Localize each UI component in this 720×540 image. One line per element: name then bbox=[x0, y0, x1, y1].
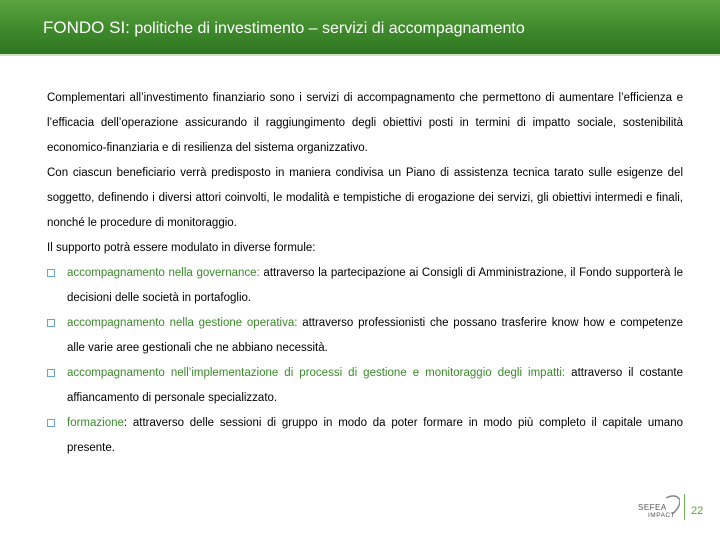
slide-body bbox=[47, 86, 683, 461]
checkbox-bullet-icon bbox=[47, 269, 55, 277]
checkbox-bullet-icon bbox=[47, 319, 55, 327]
checkbox-bullet-icon bbox=[47, 419, 55, 427]
slide-title bbox=[43, 18, 525, 38]
footer-divider bbox=[684, 494, 685, 520]
logo-text-sefea: SEFEA bbox=[638, 503, 667, 512]
logo-text-impact: IMPACT bbox=[648, 512, 676, 519]
bullet-highlight: accompagnamento nella gestione operativa: bbox=[67, 317, 298, 329]
bullet-item-governance bbox=[47, 261, 683, 311]
page-number: 22 bbox=[691, 505, 704, 517]
paragraph-formule: Il supporto potrà essere modulato in diverse formule: bbox=[47, 242, 316, 254]
checkbox-bullet-icon bbox=[47, 369, 55, 377]
bullet-item-monitoraggio bbox=[47, 361, 683, 411]
paragraph-plan: Con ciascun beneficiario verrà predisposto in maniera condivisa un Piano di assistenza tecnica tarato sulle esigenze del soggetto, definendo i diversi attori coinvolti, le modalità e tempistiche di erogazione dei servizi, gli obiettivi intermedi e finali, nonché le procedure di monitoraggio. bbox=[47, 167, 683, 229]
bullet-highlight: accompagnamento nell’implementazione di processi di gestione e monitoraggio degli impatti: bbox=[67, 367, 566, 379]
bullet-text: attraverso la partecipazione ai Consigli di Amministrazione, il Fondo supporterà le decisioni delle società in portafoglio. bbox=[67, 267, 684, 304]
bullet-item-formazione bbox=[47, 411, 683, 461]
slide-header bbox=[0, 0, 720, 56]
bullet-highlight: formazione bbox=[67, 417, 124, 429]
slide-title-lead: FONDO SI: bbox=[43, 18, 130, 37]
bullet-list bbox=[47, 261, 683, 461]
bullet-item-gestione-operativa bbox=[47, 311, 683, 361]
paragraph-intro: Complementari all’investimento finanziario sono i servizi di accompagnamento che permettono di aumentare l’efficienza e l’efficacia dell’operazione assicurando il raggiungimento degli obiettivi posti in termini di impatto sociale, sostenibilità economico-finanziaria e di resilienza del sistema organizzativo. bbox=[47, 92, 683, 154]
bullet-text: attraverso il costante affiancamento di personale specializzato. bbox=[67, 367, 683, 404]
bullet-highlight: accompagnamento nella governance: bbox=[67, 267, 260, 279]
slide-title-rest: politiche di investimento – servizi di accompagnamento bbox=[129, 20, 525, 37]
bullet-text: attraverso professionisti che possano trasferire know how e competenze alle varie aree gestionali che ne abbiano necessità. bbox=[67, 317, 683, 354]
bullet-text: : attraverso delle sessioni di gruppo in modo da poter formare in modo più completo il capitale umano presente. bbox=[67, 417, 683, 454]
